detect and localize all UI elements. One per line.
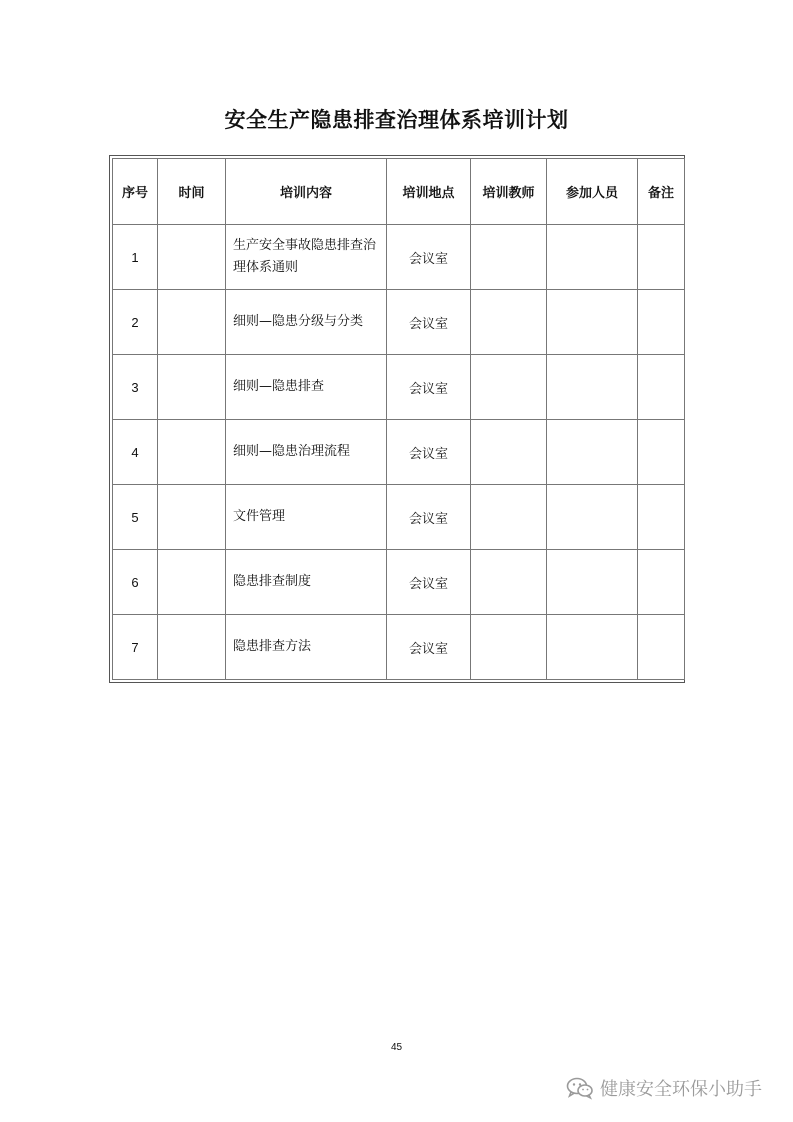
cell-time xyxy=(158,290,226,355)
cell-remark xyxy=(638,550,685,615)
cell-location: 会议室 xyxy=(387,485,471,550)
table-row xyxy=(113,225,685,290)
cell-participants xyxy=(547,420,638,485)
cell-content: 细则—隐患治理流程 xyxy=(226,420,387,485)
cell-participants xyxy=(547,485,638,550)
cell-participants xyxy=(547,355,638,420)
cell-content: 细则—隐患分级与分类 xyxy=(226,290,387,355)
cell-location: 会议室 xyxy=(387,355,471,420)
table-row xyxy=(113,485,685,550)
cell-time xyxy=(158,485,226,550)
cell-participants xyxy=(547,550,638,615)
cell-teacher xyxy=(471,225,547,290)
cell-content: 隐患排查制度 xyxy=(226,550,387,615)
training-plan-table xyxy=(112,158,685,680)
cell-remark xyxy=(638,355,685,420)
cell-no: 6 xyxy=(113,550,158,615)
header-remark: 备注 xyxy=(638,159,685,225)
header-teacher: 培训教师 xyxy=(471,159,547,225)
header-time: 时间 xyxy=(158,159,226,225)
table-row xyxy=(113,550,685,615)
wechat-icon xyxy=(566,1076,594,1100)
cell-time xyxy=(158,615,226,680)
table-row xyxy=(113,615,685,680)
cell-no: 5 xyxy=(113,485,158,550)
cell-content: 隐患排查方法 xyxy=(226,615,387,680)
cell-participants xyxy=(547,225,638,290)
cell-no: 2 xyxy=(113,290,158,355)
table-row xyxy=(113,290,685,355)
cell-no: 7 xyxy=(113,615,158,680)
cell-no: 4 xyxy=(113,420,158,485)
cell-location: 会议室 xyxy=(387,615,471,680)
cell-remark xyxy=(638,225,685,290)
cell-content: 生产安全事故隐患排查治理体系通则 xyxy=(226,225,387,290)
cell-time xyxy=(158,355,226,420)
cell-time xyxy=(158,420,226,485)
cell-no: 1 xyxy=(113,225,158,290)
cell-remark xyxy=(638,485,685,550)
cell-remark xyxy=(638,615,685,680)
cell-teacher xyxy=(471,290,547,355)
cell-no: 3 xyxy=(113,355,158,420)
page-title: 安全生产隐患排查治理体系培训计划 xyxy=(224,108,569,132)
cell-location: 会议室 xyxy=(387,225,471,290)
watermark-text: 健康安全环保小助手 xyxy=(600,1079,762,1100)
cell-location: 会议室 xyxy=(387,550,471,615)
header-participants: 参加人员 xyxy=(547,159,638,225)
training-plan-table-frame xyxy=(109,155,685,683)
watermark xyxy=(566,1073,762,1103)
header-no: 序号 xyxy=(113,159,158,225)
table-row xyxy=(113,420,685,485)
table-header-row xyxy=(113,159,685,225)
cell-remark xyxy=(638,420,685,485)
table-row xyxy=(113,355,685,420)
cell-remark xyxy=(638,290,685,355)
cell-teacher xyxy=(471,550,547,615)
cell-location: 会议室 xyxy=(387,290,471,355)
cell-time xyxy=(158,550,226,615)
cell-teacher xyxy=(471,420,547,485)
header-location: 培训地点 xyxy=(387,159,471,225)
page-number: 45 xyxy=(390,1042,403,1053)
cell-participants xyxy=(547,615,638,680)
cell-time xyxy=(158,225,226,290)
cell-teacher xyxy=(471,615,547,680)
header-content: 培训内容 xyxy=(226,159,387,225)
cell-teacher xyxy=(471,485,547,550)
cell-location: 会议室 xyxy=(387,420,471,485)
cell-participants xyxy=(547,290,638,355)
cell-content: 细则—隐患排查 xyxy=(226,355,387,420)
cell-content: 文件管理 xyxy=(226,485,387,550)
cell-teacher xyxy=(471,355,547,420)
